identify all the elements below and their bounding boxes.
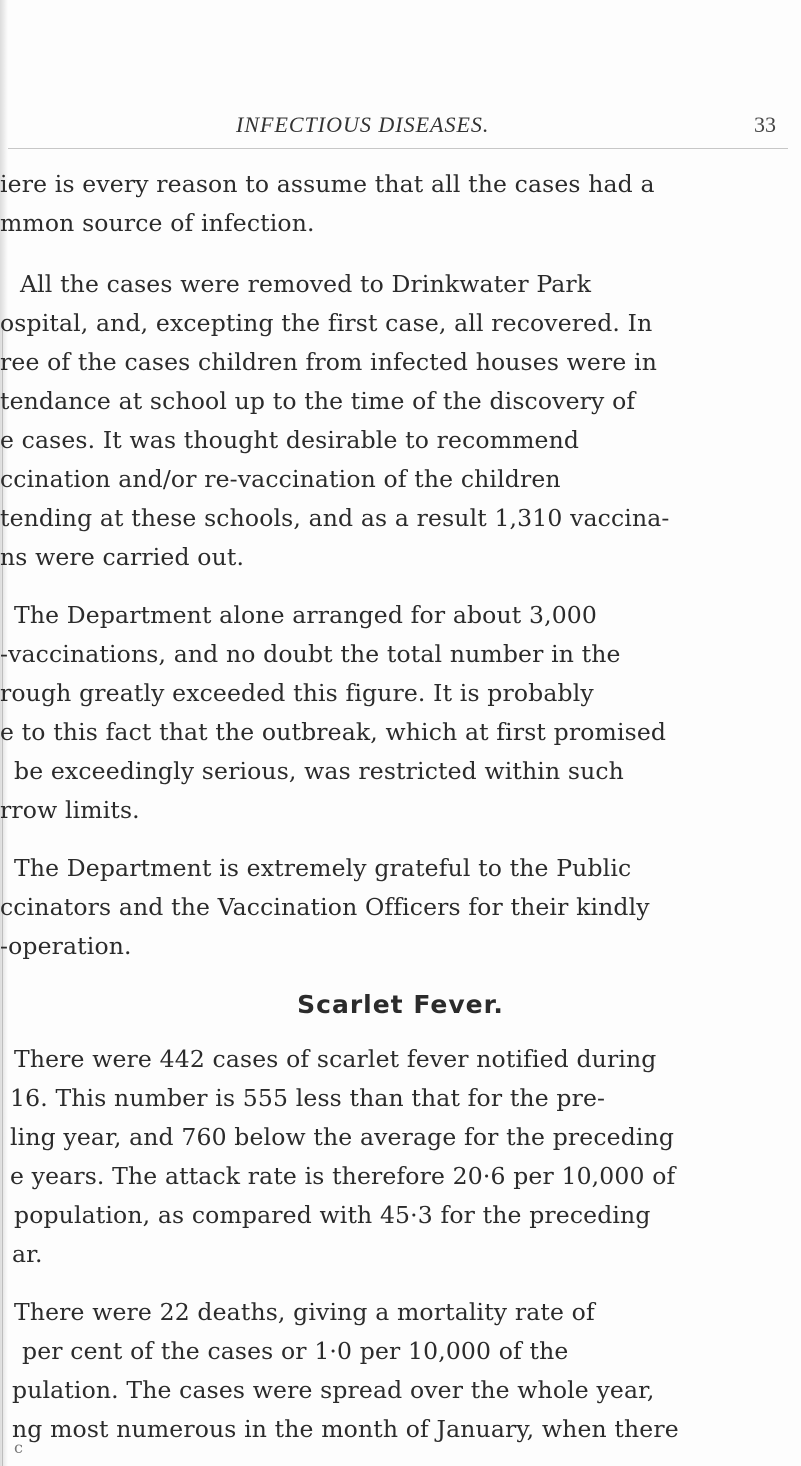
text-line: ree of the cases children from infected houses were in	[0, 348, 657, 376]
text-line: e to this fact that the outbreak, which at first promised	[0, 718, 667, 746]
text-line: -vaccinations, and no doubt the total number in the	[0, 640, 621, 668]
text-line: -operation.	[0, 932, 132, 960]
text-line: pulation. The cases were spread over the whole year,	[12, 1376, 655, 1404]
text-line: e years. The attack rate is therefore 20·6 per 10,000 of	[10, 1162, 676, 1190]
text-line: rrow limits.	[0, 796, 140, 824]
header-rule	[8, 148, 788, 149]
section-heading: Scarlet Fever.	[297, 990, 504, 1019]
text-line: There were 442 cases of scarlet fever notified during	[14, 1045, 657, 1073]
text-line: population, as compared with 45·3 for the preceding	[14, 1201, 651, 1229]
text-line: per cent of the cases or 1·0 per 10,000 of the	[22, 1337, 569, 1365]
text-line: ar.	[12, 1240, 43, 1268]
text-line: The Department alone arranged for about 3,000	[14, 601, 598, 629]
text-line: ng most numerous in the month of January, when there	[12, 1415, 679, 1443]
text-line: There were 22 deaths, giving a mortality rate of	[14, 1298, 595, 1326]
text-line: tendance at school up to the time of the discovery of	[0, 387, 636, 415]
text-line: The Department is extremely grateful to the Public	[14, 854, 632, 882]
text-line: rough greatly exceeded this figure. It is probably	[0, 679, 594, 707]
running-head	[0, 112, 801, 142]
text-line: ospital, and, excepting the first case, all recovered. In	[0, 309, 653, 337]
text-line: ling year, and 760 below the average for the preceding	[10, 1123, 675, 1151]
text-line: be exceedingly serious, was restricted within such	[14, 757, 624, 785]
text-line: ns were carried out.	[0, 543, 245, 571]
text-line: mmon source of infection.	[0, 209, 315, 237]
text-line: c	[14, 1438, 24, 1457]
text-line: All the cases were removed to Drinkwater Park	[20, 270, 592, 298]
page-number: 33	[754, 112, 776, 137]
text-line: e cases. It was thought desirable to recommend	[0, 426, 580, 454]
text-line: ccination and/or re-vaccination of the children	[0, 465, 561, 493]
text-line: ccinators and the Vaccination Officers for their kindly	[0, 893, 650, 921]
text-line: tending at these schools, and as a result 1,310 vaccina-	[0, 504, 670, 532]
text-line: iere is every reason to assume that all the cases had a	[0, 170, 655, 198]
text-line: 16. This number is 555 less than that for the pre-	[10, 1084, 606, 1112]
running-title: INFECTIOUS DISEASES.	[236, 112, 490, 137]
